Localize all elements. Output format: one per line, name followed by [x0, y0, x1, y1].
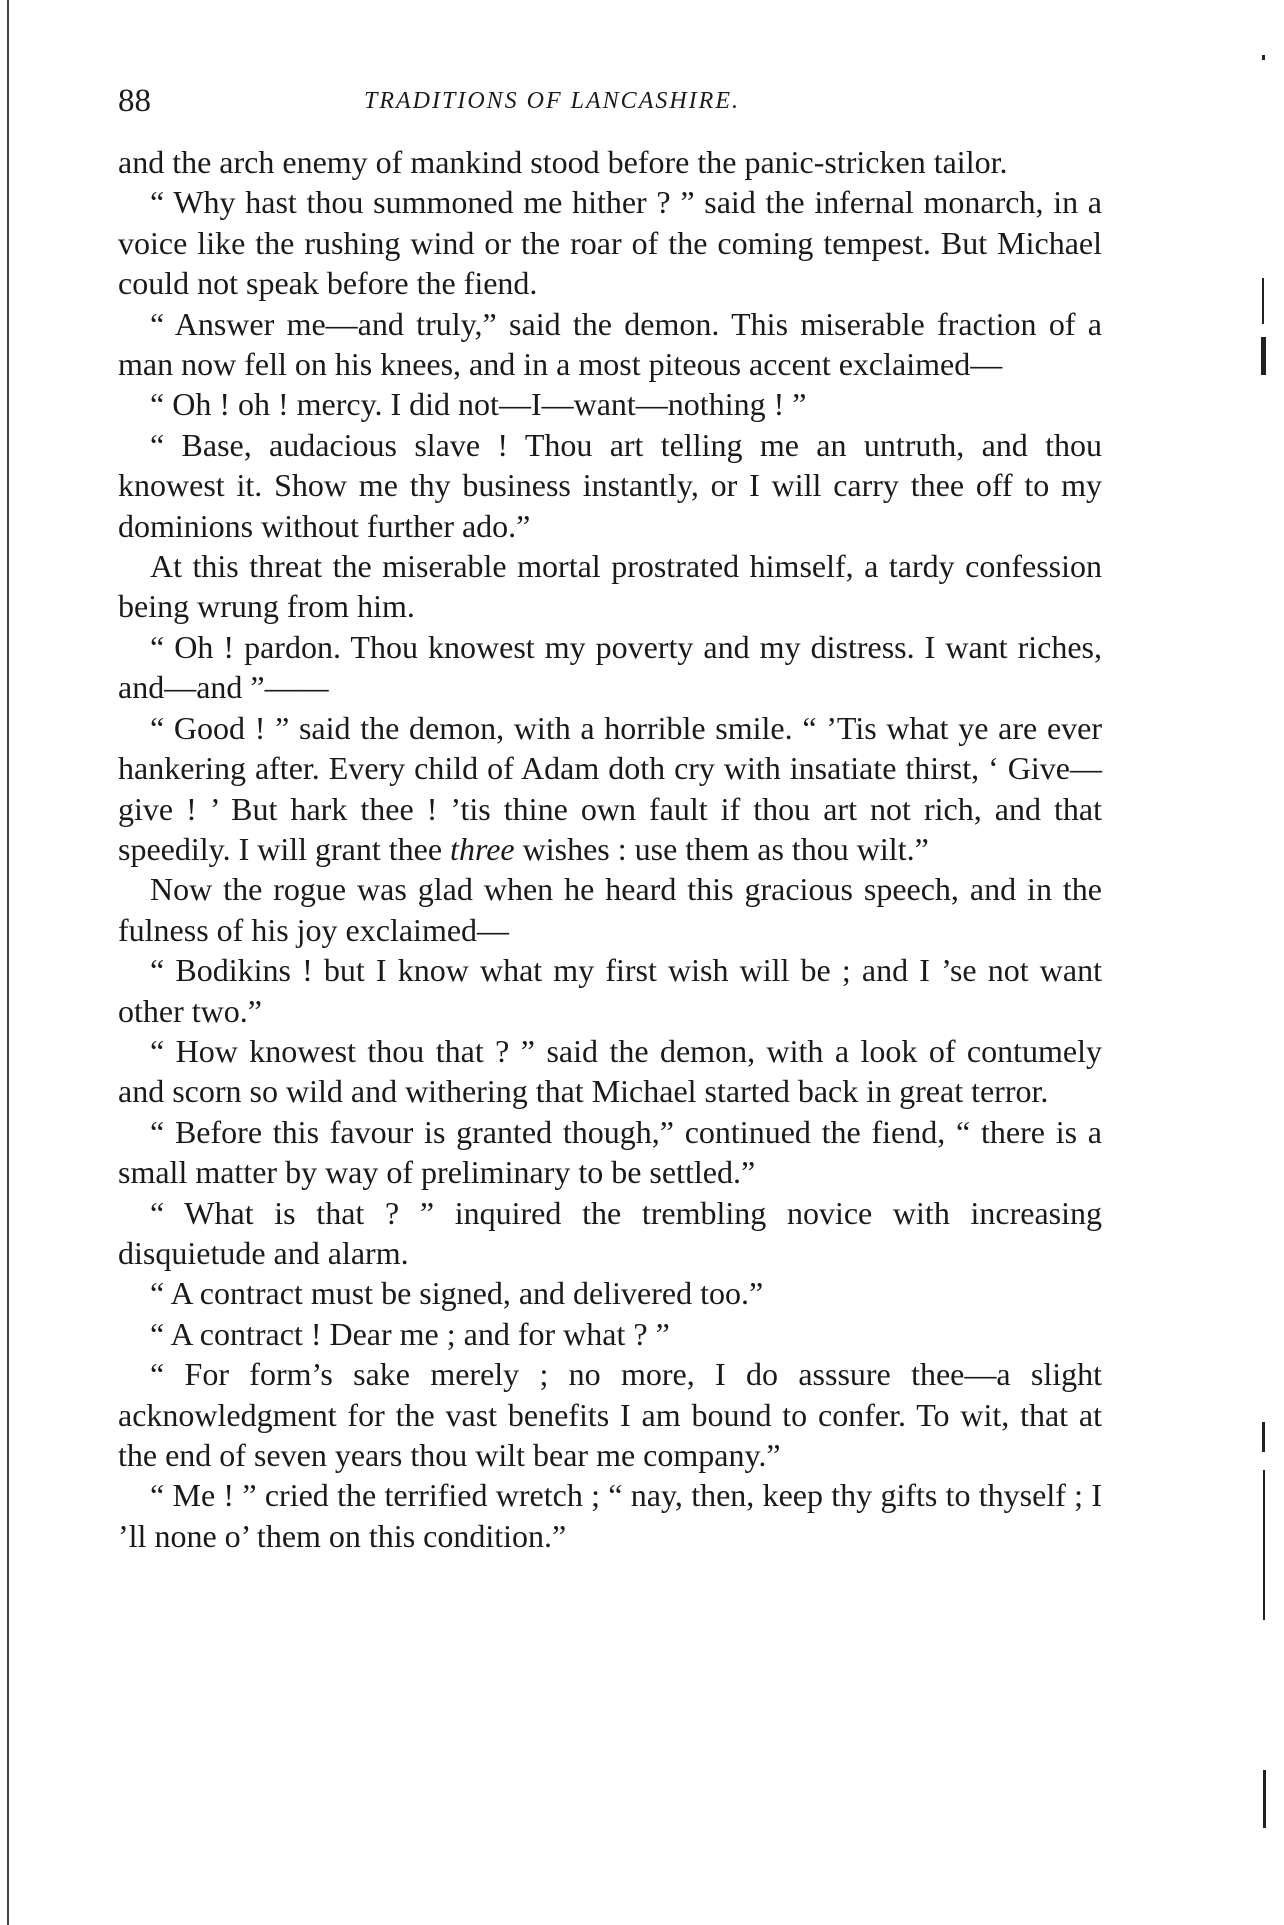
paragraph-summons: “ Why hast thou summoned me hither ? ” said the infernal monarch, in a voice like the rushing wind or the roar of the coming tempest. But Michael could not speak before the fiend. [118, 184, 1102, 302]
body-text [118, 142, 1102, 1556]
page-edge-rule [7, 0, 9, 1925]
paragraph-form-sake: “ For form’s sake merely ; no more, I do asssure thee—a slight acknowledgment for the vast benefits I am bound to confer. To wit, that at the end of seven years thou wilt bear me company.” [118, 1356, 1102, 1473]
paragraph-continuation: and the arch enemy of mankind stood before the panic-stricken tailor. [118, 144, 1008, 180]
paragraph-three-wishes [118, 708, 1102, 870]
scan-edge-mark [1263, 1470, 1265, 1620]
paragraph-how-knowest: “ How knowest thou that ? ” said the demon, with a look of contumely and scorn so wild and withering that Michael started back in great terror. [118, 1032, 1102, 1110]
paragraph-rogue-glad: Now the rogue was glad when he heard this gracious speech, and in the fulness of his joy exclaimed— [118, 871, 1102, 948]
three-wishes-text-before: “ Good ! ” said the demon, with a horrible smile. “ ’Tis what ye are ever hankering after. Every child of Adam doth cry with insatiate thirst, ‘ Give—give ! ’ But hark thee ! ’tis thine own fault if thou art not rich, and that speedily. I will grant thee [118, 709, 1102, 867]
paragraph-contract-signed: “ A contract must be signed, and delivered too.” [150, 1275, 764, 1312]
scan-edge-mark [1262, 278, 1264, 324]
paragraph-bodikins: “ Bodikins ! but I know what my first wish will be ; and I ’se not want other two.” [118, 952, 1102, 1029]
three-wishes-emphasis: three [450, 830, 515, 867]
scan-edge-mark [1263, 1770, 1266, 1828]
paragraph-base-slave: “ Base, audacious slave ! Thou art telling me an untruth, and thou knowest it. Show me thy business instantly, or I will carry thee off to my dominions without further ado.” [118, 426, 1102, 544]
paragraph-what-is-that: “ What is that ? ” inquired the trembling novice with increasing disquietude and alarm. [118, 1194, 1102, 1271]
paragraph-terrified-wretch: “ Me ! ” cried the terrified wretch ; “ nay, then, keep thy gifts to thyself ; I ’ll none o’ them on this condition.” [118, 1477, 1102, 1554]
page-number: 88 [118, 83, 151, 119]
paragraph-contract-dear-me: “ A contract ! Dear me ; and for what ? ” [150, 1315, 670, 1352]
paragraph-threat: At this threat the miserable mortal prostrated himself, a tardy confession being wrung from him. [118, 548, 1102, 625]
scan-edge-mark [1262, 55, 1265, 60]
paragraph-favour: “ Before this favour is granted though,” continued the fiend, “ there is a small matter by way of preliminary to be settled.” [118, 1113, 1102, 1191]
running-head [118, 78, 1102, 124]
paragraph-mercy: “ Oh ! oh ! mercy. I did not—I—want—nothing ! ” [150, 386, 807, 423]
paragraph-answer-me: “ Answer me—and truly,” said the demon. This miserable fraction of a man now fell on his knees, and in a most piteous accent exclaimed— [118, 305, 1102, 383]
scan-edge-mark [1262, 1422, 1265, 1452]
three-wishes-text-after: wishes : use them as thou wilt.” [514, 830, 929, 867]
running-title: TRADITIONS OF LANCASHIRE. [364, 88, 740, 114]
book-page [118, 78, 1102, 1556]
paragraph-pardon: “ Oh ! pardon. Thou knowest my poverty and my distress. I want riches, and—and ”—— [118, 628, 1102, 706]
scan-edge-mark [1261, 337, 1266, 375]
